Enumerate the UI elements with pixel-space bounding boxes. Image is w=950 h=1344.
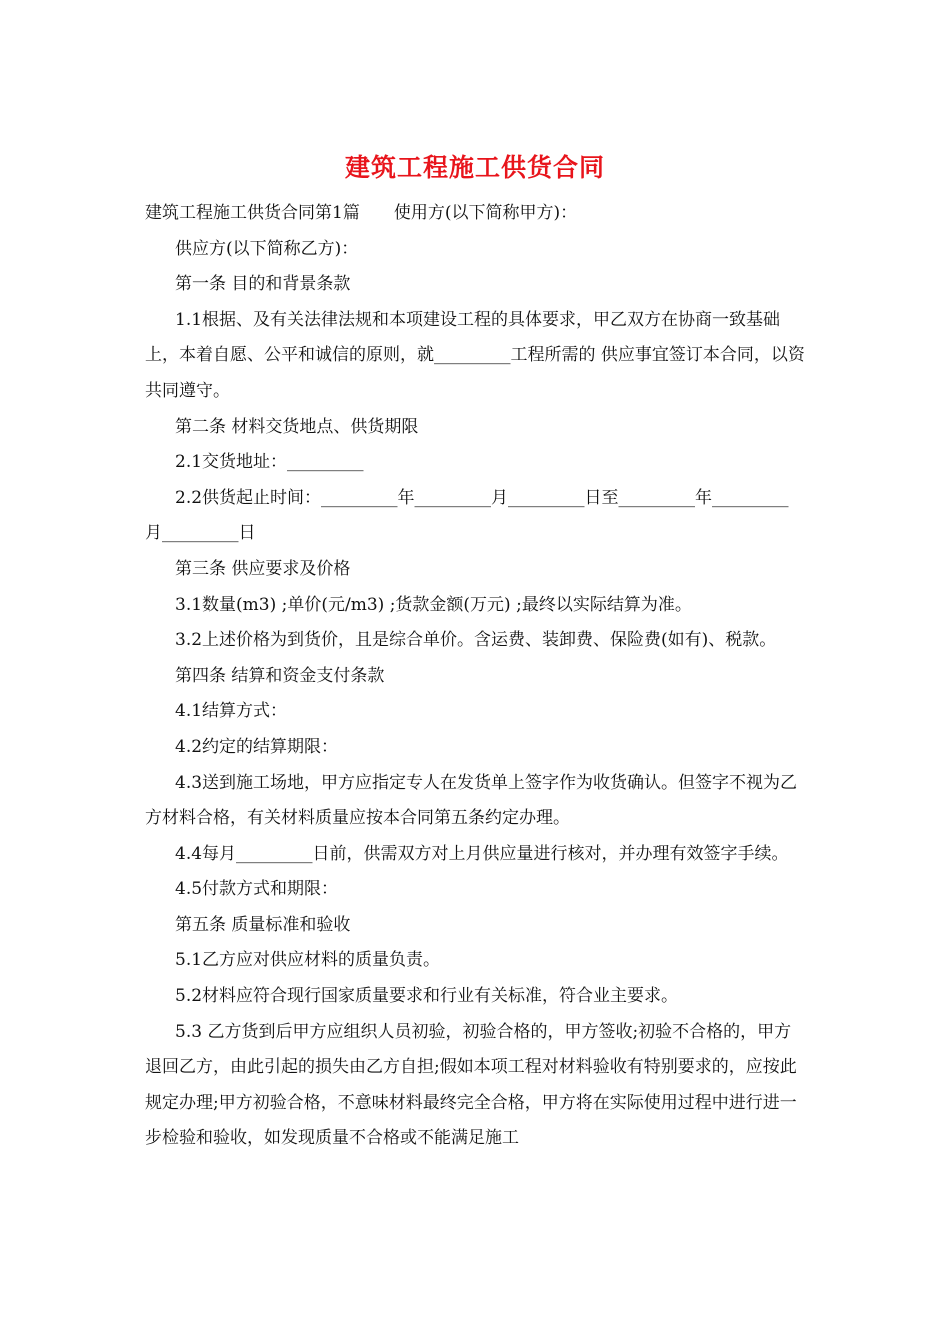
article-heading-2: 第二条 材料交货地点、供货期限: [175, 416, 419, 437]
clause-4-4: 4.4每月_________日前，供需双方对上月供应量进行核对，并办理有效签字手续。: [175, 843, 789, 864]
article-heading-5: 第五条 质量标准和验收: [175, 914, 351, 935]
clause-4-3: 4.3送到施工场地，甲方应指定专人在发货单上签字作为收货确认。但签字不视为乙方材料合格，有关材料质量应按本合同第五条约定办理。: [145, 772, 798, 829]
clause-1-1: 1.1根据、及有关法律法规和本项建设工程的具体要求，甲乙双方在协商一致基础上，本着自愿、公平和诚信的原则，就_________工程所需的 供应事宜签订本合同，以资共同遵守。: [145, 309, 805, 401]
clause-3-1: 3.1数量(m3) ;单价(元/m3) ;货款金额(万元) ;最终以实际结算为准。: [175, 594, 692, 615]
article-heading-1: 第一条 目的和背景条款: [175, 274, 351, 295]
clause-4-1: 4.1结算方式：: [175, 701, 288, 722]
clause-5-1: 5.1乙方应对供应材料的质量负责。: [175, 950, 441, 971]
paragraph-intro: 建筑工程施工供货合同第1篇 使用方(以下简称甲方)：: [145, 203, 578, 223]
clause-3-2: 3.2上述价格为到货价，且是综合单价。含运费、装卸费、保险费(如有)、税款。: [175, 630, 777, 651]
paragraph-supplier: 供应方(以下简称乙方)：: [175, 238, 359, 259]
article-heading-4: 第四条 结算和资金支付条款: [175, 665, 385, 686]
clause-5-2: 5.2材料应符合现行国家质量要求和行业有关标准，符合业主要求。: [175, 986, 679, 1007]
clause-5-3: 5.3 乙方货到后甲方应组织人员初验，初验合格的，甲方签收;初验不合格的，甲方退回乙方，由此引起的损失由乙方自担;假如本项工程对材料验收有特别要求的，应按此规定办理;甲方初验合格，不意味材料最终完全合格，甲方将在实际使用过程中进行进一步检验和验收，如发现质量不合格或不能满足施工: [145, 1021, 797, 1149]
article-heading-3: 第三条 供应要求及价格: [175, 558, 351, 579]
document-body: [145, 196, 805, 1157]
clause-2-2: 2.2供货起止时间：_________年_________月_________日至_________年_________月_________日: [145, 487, 789, 544]
document-title: 建筑工程施工供货合同: [344, 153, 605, 182]
clause-2-1: 2.1交货地址：_________: [175, 452, 364, 473]
clause-4-2: 4.2约定的结算期限：: [175, 736, 339, 757]
clause-4-5: 4.5付款方式和期限：: [175, 879, 339, 900]
